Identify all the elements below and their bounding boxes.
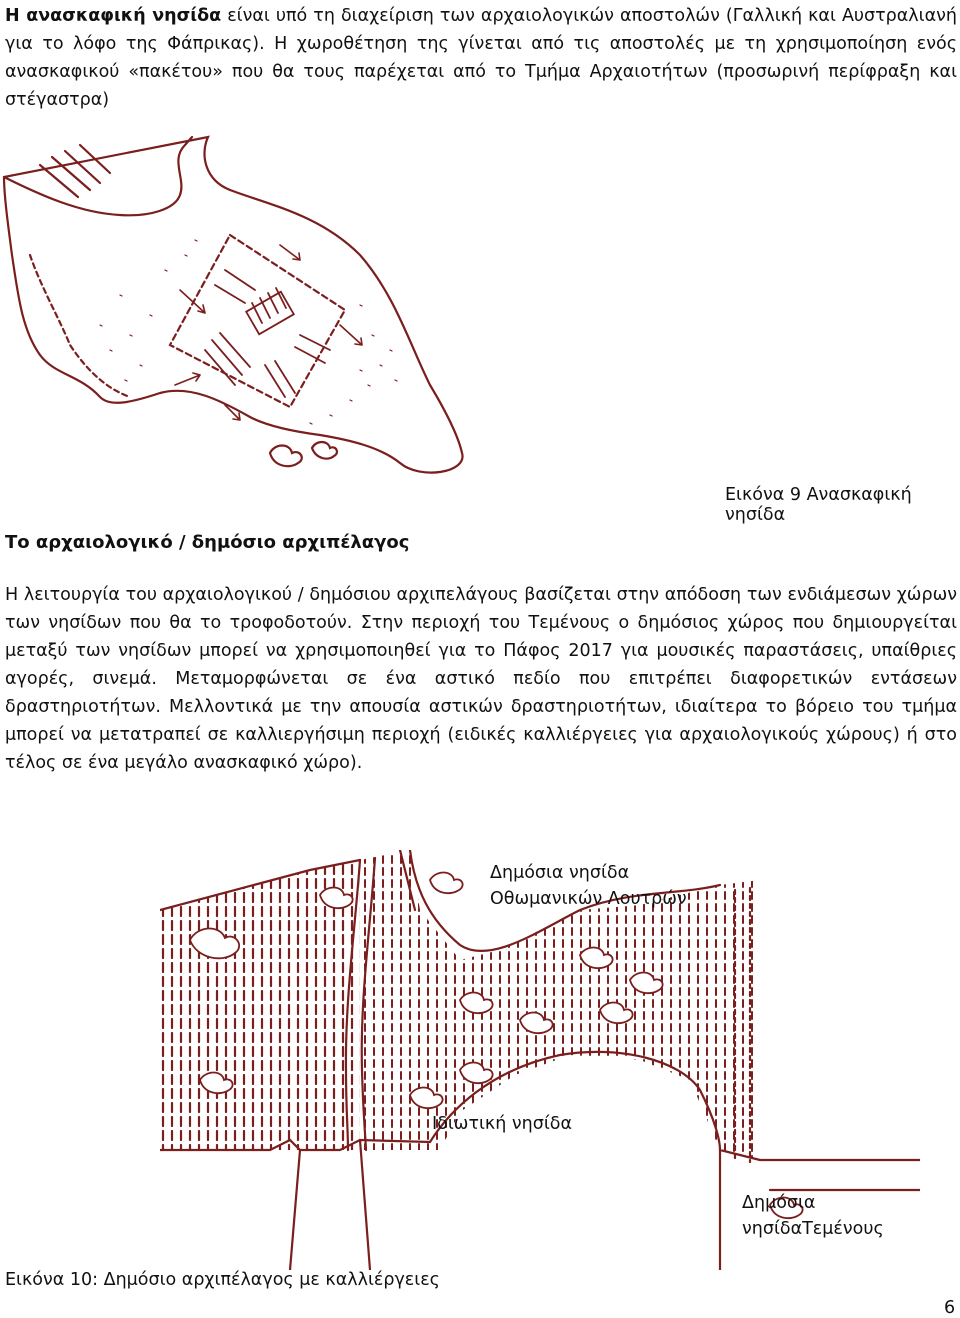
intro-term: Η ανασκαφική νησίδα xyxy=(5,6,222,26)
label-temenos-line1: Δημόσια xyxy=(742,1193,816,1213)
section-body: Η λειτουργία του αρχαιολογικού / δημόσιου αρχιπελάγους βασίζεται στην απόδοση των ενδιάμεσων χώρων των νησίδων που θα το τροφοδοτούν. Στην περιοχή του Τεμένους ο δημόσιος χώρος που δημιουργείται μεταξύ των νησίδων μπορεί να χρησιμοποιηθεί για το Πάφος 2017 για μουσικές παραστάσεις, υπαίθριες αγορές, σινεμά. Μεταμορφώνεται σε ένα αστικό πεδίο που επιτρέπει διαφορετικών εντάσεων δραστηριοτήτων. Μελλοντικά με την απουσία αστικών δραστηριοτήτων, ιδιαίτερα το βόρειο του τμήμα μπορεί να μετατραπεί σε καλλιεργήσιμη περιοχή (ειδικές καλλιέργειες για αρχαιολογικούς χώρους) ή στο τέλος σε ένα μεγάλο ανασκαφικό χώρο). xyxy=(5,585,957,773)
figure10-caption: Εικόνα 10: Δημόσιο αρχιπέλαγος με καλλιέργειες xyxy=(5,1270,440,1290)
label-baths-line1: Δημόσια νησίδα xyxy=(490,863,630,883)
figure9-caption: Εικόνα 9 Ανασκαφική νησίδα xyxy=(725,485,912,525)
label-baths-island xyxy=(490,860,687,912)
terrain-outline xyxy=(4,137,463,473)
page-number: 6 xyxy=(944,1298,956,1318)
label-baths-line2: Οθωμανικών Λουτρών xyxy=(490,889,687,909)
label-private-island: Ιδιωτική νησίδα xyxy=(432,1114,572,1134)
excavation-island-sketch xyxy=(0,135,480,485)
section-heading: Το αρχαιολογικό / δημόσιο αρχιπέλαγος xyxy=(5,532,410,553)
intro-text: είναι υπό τη διαχείριση των αρχαιολογικών αποστολών (Γαλλική και Αυστραλιανή για το λόφο της Φάπρικας). Η χωροθέτηση της γίνεται από τις αποστολές με τη χρησιμοποίηση ενός ανασκαφικού «πακέτου» που θα τους παρέχεται από το Τμήμα Αρχαιοτήτων (προσωρινή περίφραξη και στέγαστρα) xyxy=(5,6,957,110)
label-temenos-island xyxy=(742,1190,884,1242)
label-temenos-line2: νησίδαΤεμένους xyxy=(742,1219,884,1239)
intro-paragraph xyxy=(5,2,957,114)
